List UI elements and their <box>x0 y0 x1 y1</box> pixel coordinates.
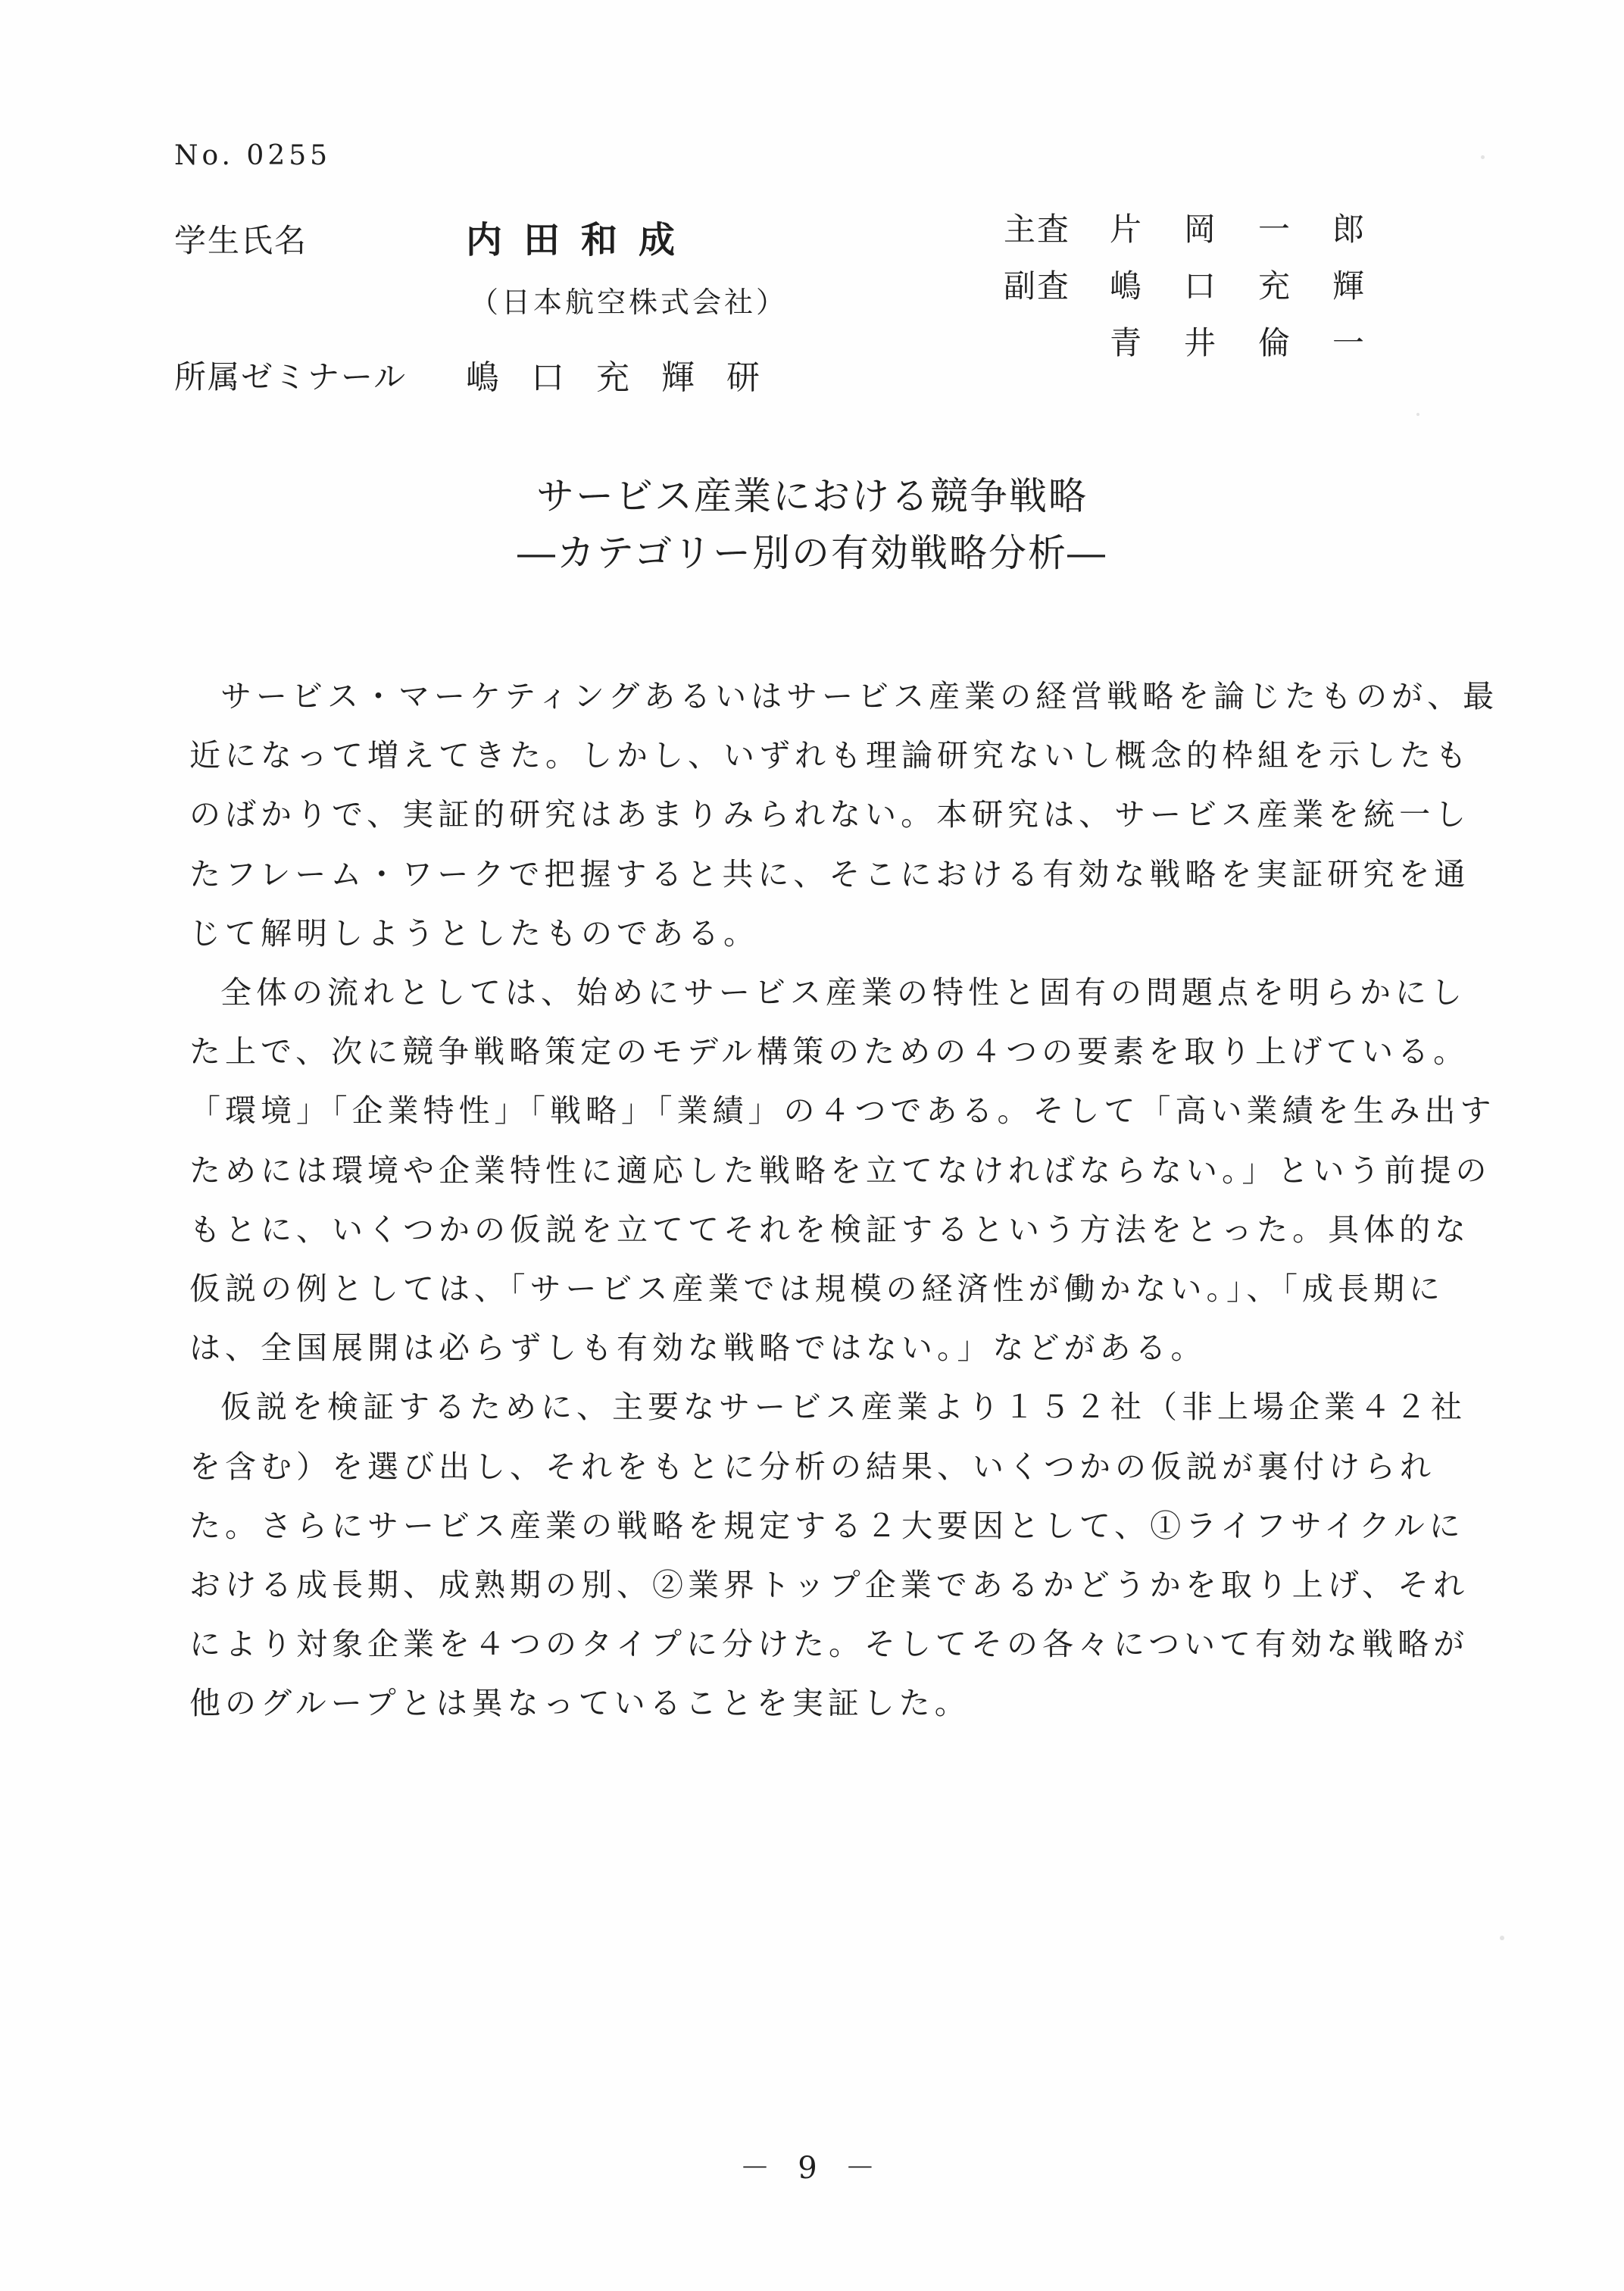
student-name: 内田和成 <box>466 219 697 261</box>
abstract-paragraph: 全体の流れとしては、始めにサービス産業の特性と固有の問題点を明らかにした上で、次に競争戦略策定のモデル構策のための４つの要素を取り上げている。「環境」「企業特性」「戦略」「業績」の４つである。そして「高い業績を生み出すためには環境や企業特性に適応した戦略を立てなければならない。」という前提のもとに、いくつかの仮説を立ててそれを検証するという方法をとった。具体的な仮説の例としては、「サービス産業では規模の経済性が働かない。」、「成長期には、全国展開は必らずしも有効な戦略ではない。」などがある。 <box>189 974 1496 1367</box>
second-sub-examiner-name: 青井倫一 <box>1110 324 1407 361</box>
student-affiliation: （日本航空株式会社） <box>470 286 789 319</box>
chief-examiner-name: 片岡一郎 <box>1110 211 1407 248</box>
abstract-paragraph: 仮説を検証するために、主要なサービス産業より１５２社（非上場企業４２社を含む）を選び出し、それをもとに分析の結果、いくつかの仮説が裏付けられた。さらにサービス産業の戦略を規定する２大要因として、①ライフサイクルにおける成長期、成熟期の別、②業界トップ企業であるかどうかを取り上げ、それにより対象企業を４つのタイプに分けた。そしてその各々について有効な戦略が他のグループとは異なっていることを実証した。 <box>189 1389 1469 1722</box>
paper-subtitle: ―カテゴリー別の有効戦略分析― <box>517 531 1107 575</box>
scan-speck <box>1481 155 1485 159</box>
scan-speck <box>1416 413 1419 416</box>
abstract-body <box>189 667 1500 1733</box>
page-number: － 9 － <box>739 2151 885 2186</box>
paper-title: サービス産業における競争戦略 <box>536 474 1088 518</box>
sub-examiner-label: 副査 <box>1004 267 1071 305</box>
chief-examiner-label: 主査 <box>1004 211 1071 248</box>
document-number: No. 0255 <box>174 140 332 171</box>
student-name-label: 学生氏名 <box>174 222 308 259</box>
seminar-name: 嶋口充輝研 <box>466 358 792 397</box>
scan-speck <box>1500 1936 1504 1940</box>
sub-examiner-name: 嶋口充輝 <box>1110 267 1407 305</box>
abstract-paragraph: サービス・マーケティングあるいはサービス産業の経営戦略を論じたものが、最近になって増えてきた。しかし、いずれも理論研究ないし概念的枠組を示したものばかりで、実証的研究はあまりみられない。本研究は、サービス産業を統一したフレーム・ワークで把握すると共に、そこにおける有効な戦略を実証研究を通じて解明しようとしたものである。 <box>189 678 1499 952</box>
seminar-label: 所属ゼミナール <box>174 358 408 395</box>
